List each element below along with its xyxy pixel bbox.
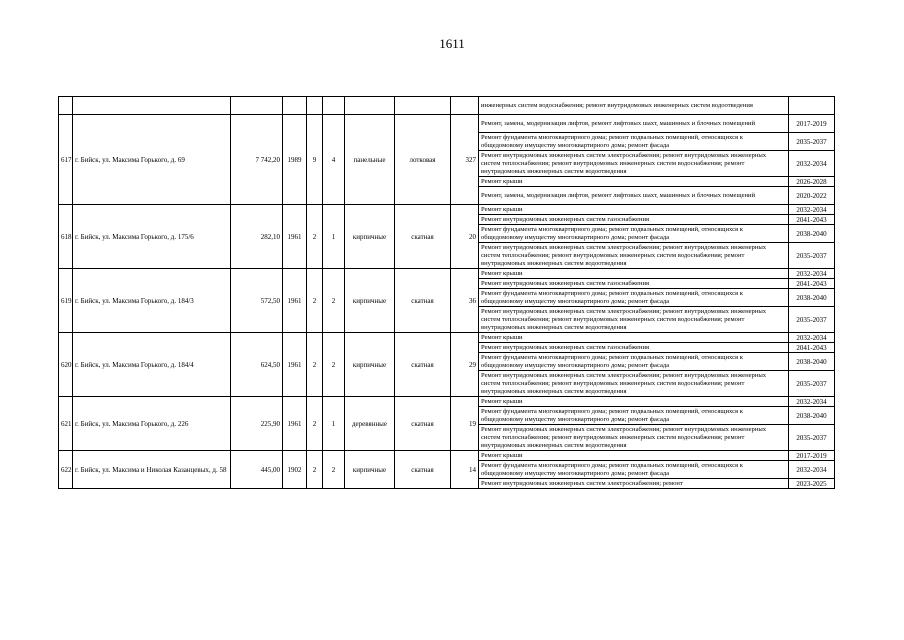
- work-description: Ремонт внутридомовых инженерных систем газоснабжения: [479, 215, 789, 225]
- work-description: Ремонт фундамента многоквартирного дома; ремонт подвальных помещений, относящихся к общедомовому имуществу многоквартирного дома; ремонт фасада: [479, 289, 789, 307]
- empty-cell: [307, 97, 323, 115]
- work-years: 2041-2043: [789, 279, 835, 289]
- work-description: Ремонт фундамента многоквартирного дома; ремонт подвальных помещений, относящихся к общедомовому имуществу многоквартирного дома; ремонт фасада: [479, 225, 789, 243]
- building-area: 445,00: [231, 451, 283, 489]
- floors-count: 9: [307, 115, 323, 205]
- table-body: [59, 97, 835, 489]
- building-address: г. Бийск, ул. Максима Горького, д. 184/4: [73, 333, 231, 397]
- work-years: 2026-2028: [789, 177, 835, 187]
- work-years: 2032-2034: [789, 461, 835, 479]
- table-row: [59, 115, 835, 133]
- entrances-count: 2: [323, 451, 345, 489]
- entrances-count: 1: [323, 397, 345, 451]
- apartments-count: 36: [451, 269, 479, 333]
- work-description: Ремонт фундамента многоквартирного дома; ремонт подвальных помещений, относящихся к общедомовому имуществу многоквартирного дома; ремонт фасада: [479, 353, 789, 371]
- work-years: [789, 97, 835, 115]
- work-description: Ремонт крыши: [479, 205, 789, 215]
- building-address: г. Бийск, ул. Максима Горького, д. 69: [73, 115, 231, 205]
- year-built: 1989: [283, 115, 307, 205]
- apartments-count: 19: [451, 397, 479, 451]
- work-description: инженерных систем водоснабжения; ремонт внутридомовых инженерных систем водоотведения: [479, 97, 789, 115]
- building-number: 619: [59, 269, 73, 333]
- building-number: 618: [59, 205, 73, 269]
- work-description: Ремонт фундамента многоквартирного дома; ремонт подвальных помещений, относящихся к общедомовому имуществу многоквартирного дома; ремонт фасада: [479, 407, 789, 425]
- repair-schedule-table: [58, 96, 835, 489]
- work-description: Ремонт крыши: [479, 333, 789, 343]
- work-years: 2041-2043: [789, 215, 835, 225]
- work-description: Ремонт внутридомовых инженерных систем газоснабжения: [479, 343, 789, 353]
- building-address: г. Бийск, ул. Максима Горького, д. 184/3: [73, 269, 231, 333]
- empty-cell: [231, 97, 283, 115]
- wall-material: панельные: [345, 115, 395, 205]
- building-number: 622: [59, 451, 73, 489]
- roof-type: лотковая: [395, 115, 451, 205]
- apartments-count: 14: [451, 451, 479, 489]
- empty-cell: [345, 97, 395, 115]
- floors-count: 2: [307, 451, 323, 489]
- work-years: 2035-2037: [789, 243, 835, 269]
- work-description: Ремонт фундамента многоквартирного дома; ремонт подвальных помещений, относящихся к общедомовому имуществу многоквартирного дома; ремонт фасада: [479, 461, 789, 479]
- work-years: 2017-2019: [789, 115, 835, 133]
- work-years: 2032-2034: [789, 333, 835, 343]
- entrances-count: 1: [323, 205, 345, 269]
- building-address: г. Бийск, ул. Максима и Николая Казанцевых, д. 58: [73, 451, 231, 489]
- floors-count: 2: [307, 397, 323, 451]
- work-years: 2032-2034: [789, 151, 835, 177]
- roof-type: скатная: [395, 333, 451, 397]
- year-built: 1961: [283, 333, 307, 397]
- building-area: 225,90: [231, 397, 283, 451]
- work-description: Ремонт внутридомовых инженерных систем электроснабжения; ремонт: [479, 479, 789, 489]
- page-number: 1611: [439, 36, 465, 51]
- building-number: 617: [59, 115, 73, 205]
- work-years: 2038-2040: [789, 225, 835, 243]
- building-area: 282,10: [231, 205, 283, 269]
- roof-type: скатная: [395, 397, 451, 451]
- work-years: 2032-2034: [789, 205, 835, 215]
- wall-material: кирпичные: [345, 205, 395, 269]
- apartments-count: 327: [451, 115, 479, 205]
- table-row: [59, 97, 835, 115]
- work-description: Ремонт фундамента многоквартирного дома; ремонт подвальных помещений, относящихся к общедомовому имуществу многоквартирного дома; ремонт фасада: [479, 133, 789, 151]
- work-description: Ремонт, замена, модернизация лифтов, ремонт лифтовых шахт, машинных и блочных помещений: [479, 115, 789, 133]
- table-row: [59, 451, 835, 461]
- empty-cell: [283, 97, 307, 115]
- entrances-count: 2: [323, 333, 345, 397]
- empty-cell: [323, 97, 345, 115]
- wall-material: кирпичные: [345, 333, 395, 397]
- work-years: 2038-2040: [789, 289, 835, 307]
- work-years: 2041-2043: [789, 343, 835, 353]
- entrances-count: 4: [323, 115, 345, 205]
- table-row: [59, 269, 835, 279]
- roof-type: скатная: [395, 205, 451, 269]
- building-address: г. Бийск, ул. Максима Горького, д. 226: [73, 397, 231, 451]
- building-address: г. Бийск, ул. Максима Горького, д. 175/6: [73, 205, 231, 269]
- wall-material: деревянные: [345, 397, 395, 451]
- work-years: 2032-2034: [789, 397, 835, 407]
- work-years: 2023-2025: [789, 479, 835, 489]
- empty-cell: [59, 97, 73, 115]
- year-built: 1961: [283, 205, 307, 269]
- roof-type: скатная: [395, 451, 451, 489]
- work-description: Ремонт крыши: [479, 177, 789, 187]
- empty-cell: [395, 97, 451, 115]
- roof-type: скатная: [395, 269, 451, 333]
- year-built: 1902: [283, 451, 307, 489]
- work-years: 2032-2034: [789, 269, 835, 279]
- work-years: 2035-2037: [789, 307, 835, 333]
- table-row: [59, 333, 835, 343]
- building-number: 621: [59, 397, 73, 451]
- work-years: 2038-2040: [789, 353, 835, 371]
- work-years: 2035-2037: [789, 133, 835, 151]
- table-row: [59, 205, 835, 215]
- floors-count: 2: [307, 333, 323, 397]
- work-description: Ремонт внутридомовых инженерных систем газоснабжения: [479, 279, 789, 289]
- empty-cell: [451, 97, 479, 115]
- work-description: Ремонт крыши: [479, 397, 789, 407]
- work-description: Ремонт крыши: [479, 451, 789, 461]
- floors-count: 2: [307, 205, 323, 269]
- building-number: 620: [59, 333, 73, 397]
- building-area: 624,50: [231, 333, 283, 397]
- work-years: 2035-2037: [789, 425, 835, 451]
- building-area: 7 742,20: [231, 115, 283, 205]
- work-description: Ремонт, замена, модернизация лифтов, ремонт лифтовых шахт, машинных и блочных помещений: [479, 187, 789, 205]
- building-area: 572,50: [231, 269, 283, 333]
- year-built: 1961: [283, 397, 307, 451]
- year-built: 1961: [283, 269, 307, 333]
- work-description: Ремонт крыши: [479, 269, 789, 279]
- work-description: Ремонт внутридомовых инженерных систем электроснабжения; ремонт внутридомовых инженерных систем теплоснабжения; ремонт внутридомовых инженерных систем водоснабжения; ремонт внутридомовых инженерных систем водоотведения: [479, 371, 789, 397]
- work-description: Ремонт внутридомовых инженерных систем электроснабжения; ремонт внутридомовых инженерных систем теплоснабжения; ремонт внутридомовых инженерных систем водоснабжения; ремонт внутридомовых инженерных систем водоотведения: [479, 243, 789, 269]
- work-years: 2020-2022: [789, 187, 835, 205]
- work-years: 2038-2040: [789, 407, 835, 425]
- work-years: 2035-2037: [789, 371, 835, 397]
- floors-count: 2: [307, 269, 323, 333]
- empty-cell: [73, 97, 231, 115]
- work-years: 2017-2019: [789, 451, 835, 461]
- table-row: [59, 397, 835, 407]
- entrances-count: 2: [323, 269, 345, 333]
- wall-material: кирпичные: [345, 269, 395, 333]
- apartments-count: 20: [451, 205, 479, 269]
- work-description: Ремонт внутридомовых инженерных систем электроснабжения; ремонт внутридомовых инженерных систем теплоснабжения; ремонт внутридомовых инженерных систем водоснабжения; ремонт внутридомовых инженерных систем водоотведения: [479, 151, 789, 177]
- apartments-count: 29: [451, 333, 479, 397]
- work-description: Ремонт внутридомовых инженерных систем электроснабжения; ремонт внутридомовых инженерных систем теплоснабжения; ремонт внутридомовых инженерных систем водоснабжения; ремонт внутридомовых инженерных систем водоотведения: [479, 425, 789, 451]
- wall-material: кирпичные: [345, 451, 395, 489]
- work-description: Ремонт внутридомовых инженерных систем электроснабжения; ремонт внутридомовых инженерных систем теплоснабжения; ремонт внутридомовых инженерных систем водоснабжения; ремонт внутридомовых инженерных систем водоотведения: [479, 307, 789, 333]
